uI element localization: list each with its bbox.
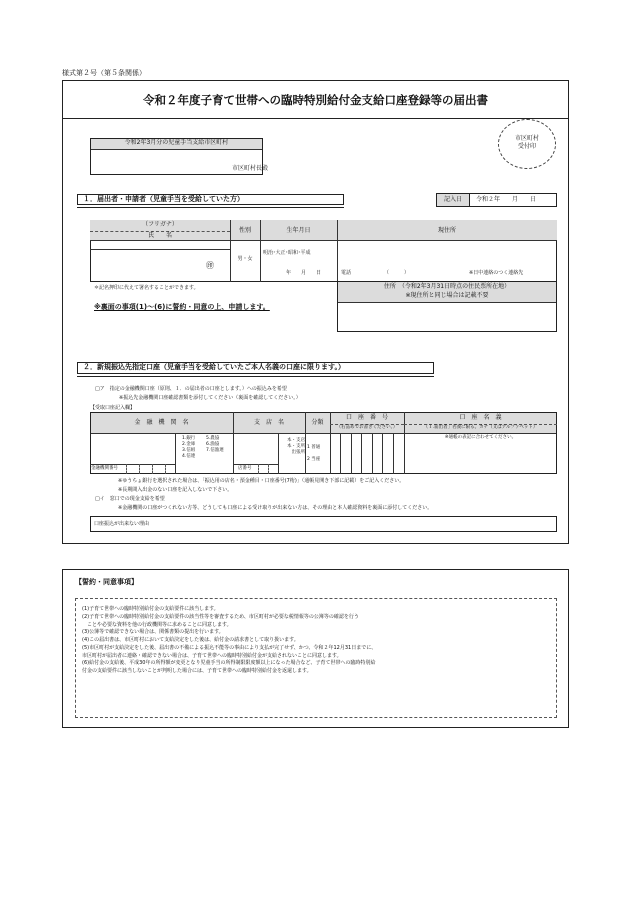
pledge-heading: 【誓約・同意事項】 <box>75 578 138 586</box>
yucho-note: ※ゆうちょ銀行を選択された場合は、「振込用の店名・預金種目・口座番号(7桁)」（通帳見開き下部に記載）をご記入ください。 <box>118 478 405 484</box>
pledge-item-6: (6)給付金の支給後、平成30年の所得額が変更となり児童手当の所得制限限度額以上になった場合など、子育て世帯への臨時特別給 <box>82 660 376 667</box>
pledge-item-4: (4)この届出書は、市区町村において支給決定をした後は、給付金の請求書として取り扱います。 <box>82 637 299 643</box>
reception-stamp <box>498 119 556 169</box>
form-number: 様式第２号（第５条関係） <box>62 69 146 77</box>
sex-options[interactable]: 男・女 <box>237 256 253 262</box>
reason-box[interactable]: 口座振込が出来ない理由 <box>90 516 557 532</box>
class-options: 1 普通 2 当座 <box>307 445 321 462</box>
option-b-note: ※金融機関の口座がつくれない方等、どうしても口座による受け取りが出来ない方は、その理由と本人確認資料を裏面に添付してください。 <box>118 505 433 511</box>
signature-note: ＊記名押印に代えて署名することができます。 <box>94 285 199 291</box>
title-underline <box>62 118 569 119</box>
pledge-item-5: (5)市区町村が支給決定をした後、届出書の不備による振込不能等の事由により支払が完了せず、かつ、令和２年12月31日までに、 <box>82 644 377 651</box>
recipient-header: 令和2年3月分の児童手当支給市区町村 <box>91 139 262 150</box>
stamp-line2: 受付印 <box>517 142 536 150</box>
stamp-line1: 市区町村 <box>514 135 539 142</box>
bank-code-label: 金融機関番号 <box>91 466 118 471</box>
dob-label: 生年月日 <box>286 227 311 234</box>
pledge-item-2-cont: ことや必要な資料を他の行政機関等に求めることに同意します。 <box>82 621 232 628</box>
phone-label: 電話 <box>341 270 352 276</box>
col-holder-sub: （１.届出者」名義に限る。カナ（又はアルファベット） <box>423 425 538 430</box>
pledge-item-2: (2)子育て世帯への臨時特別給付金の支給要件の該当性等を審査するため、市区町村が必要な税情報等の公簿等の確認を行う <box>82 613 359 620</box>
col-account: 口 座 番 号 <box>345 414 388 421</box>
bank-type-list-1: 1.銀行 2.金庫 3.信組 4.信連 <box>182 436 196 459</box>
branch-code-label: 店番号 <box>238 466 252 471</box>
col-class: 分類 <box>311 419 324 426</box>
bank-type-list-2: 5.農協 6.漁協 7.信漁連 <box>206 436 224 453</box>
section2-heading: ２．新規振込先指定口座（児童手当を受給していたご本人名義の口座に限ります。） <box>77 362 434 374</box>
dob-ymd[interactable]: 年 月 日 <box>286 270 322 276</box>
account-holder-field[interactable] <box>405 444 556 473</box>
long-term-note: ※長期間入出金のない口座を記入しないで下さい。 <box>118 487 233 493</box>
address-label: 現住所 <box>437 227 456 234</box>
date-label: 記入日 <box>436 193 470 207</box>
pledge-item-3: (3)公簿等で確認できない場合は、関係書類の提出を行います。 <box>82 629 224 636</box>
phone-note: ※日中連絡のつく連絡先 <box>469 270 524 276</box>
sex-label: 性別 <box>238 227 251 234</box>
seal-mark: ㊞ <box>206 261 214 270</box>
col-holder-sub2: ※通帳の表記に合わせてください。 <box>444 435 517 440</box>
section1-heading: １．届出者・申請者（児童手当を受給していた方） <box>77 194 344 205</box>
option-b[interactable]: □イ 窓口での現金支給を希望 <box>95 496 165 502</box>
recipient-addressee: 市区町村長殿 <box>232 165 269 172</box>
pledge-item-6-cont: 付金の支給要件に該当しないことが判明した場合には、子育て世帯への臨時特別給付金を返還します。 <box>82 668 312 674</box>
col-branch: 支 店 名 <box>253 419 284 426</box>
branch-type-list: 本・支店 本・支所 出張所 <box>287 438 305 455</box>
residence-field[interactable] <box>338 303 556 331</box>
furigana-label: （フリガナ） <box>142 221 178 228</box>
receiving-label: 【受取口座記入欄】 <box>90 405 136 411</box>
col-holder: 口 座 名 義 <box>459 414 502 421</box>
option-a-note: ※振込先金融機関口座確認書類を添付してください（裏面を確認してください。） <box>119 395 301 401</box>
pledge-item-1: (1)子育て世帯への臨時特別給付金の支給要件に該当します。 <box>82 606 219 612</box>
consent-line: ※裏面の事項(1)～(6)に誓約・同意の上、申請します。 <box>94 303 270 311</box>
form-title: 令和２年度子育て世帯への臨時特別給付金支給口座登録等の届出書 <box>143 93 488 107</box>
residence-label: 住所 （令和2年3月31日時点の住民票所在地） <box>383 283 511 290</box>
option-a[interactable]: □ア 指定の金融機関口座（原則、１．の届出者の口座とします。）への振込みを希望 <box>95 386 287 392</box>
pledge-items-box <box>75 598 557 718</box>
name-label: 氏 名 <box>147 232 172 239</box>
dob-era[interactable]: 明治･大正･昭和･平成 <box>263 250 311 256</box>
col-account-sub: （右詰めでお書きください。） <box>336 425 398 430</box>
phone-field[interactable]: （ ） <box>384 270 410 276</box>
account-number-field[interactable] <box>331 434 403 473</box>
pledge-item-5-cont: 市区町村が届出者に連絡・確認できない場合は、子育て世帯への臨時特別給付金が支給されないことに同意します。 <box>82 652 342 659</box>
col-bank: 金 融 機 関 名 <box>134 419 189 426</box>
residence-note: ※現住所と同じ場合は記載不要 <box>405 292 489 299</box>
date-field[interactable]: 令和２年 月 日 <box>469 193 557 207</box>
